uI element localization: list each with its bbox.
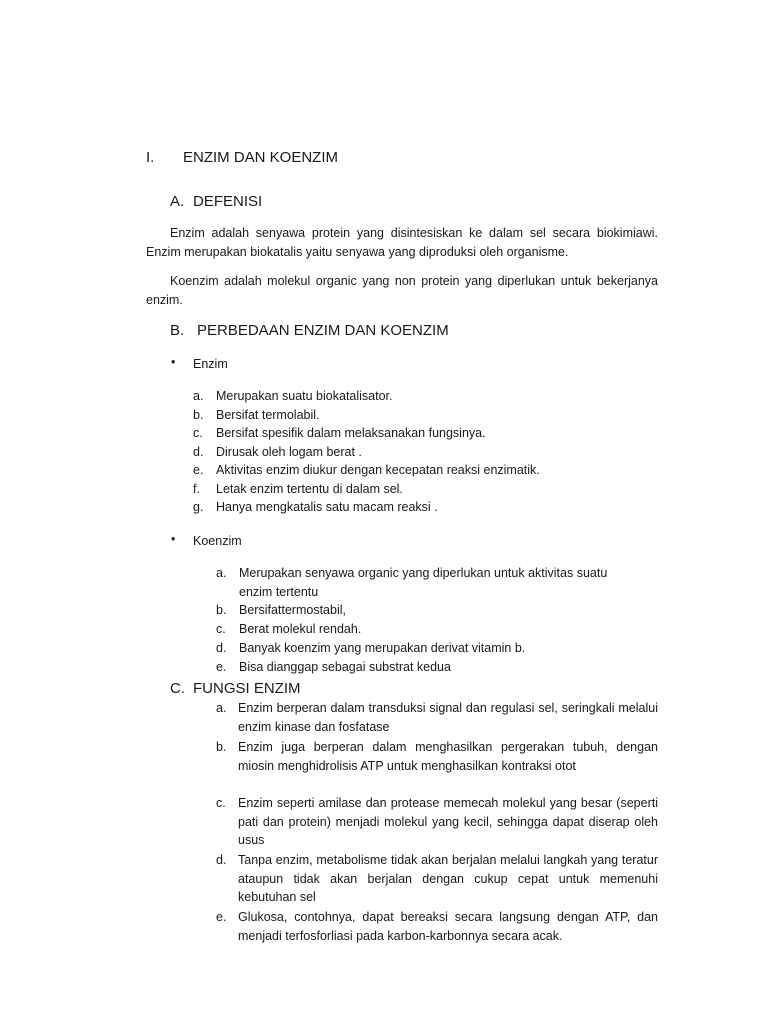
subsection-a-label: A. (170, 193, 185, 210)
section-title: ENZIM DAN KOENZIM (183, 149, 339, 166)
enzim-heading: Enzim (193, 357, 228, 371)
bullet-koenzim: • (171, 532, 176, 546)
list-item: a. Enzim berperan dalam transduksi signal dan regulasi sel, seringkali melalui enzim kinase dan fosfatase (216, 701, 658, 734)
subsection-c-label: C. (170, 680, 185, 697)
list-item: e. Glukosa, contohnya, dapat bereaksi secara langsung dengan ATP, dan menjadi terfosforliasi pada karbon-karbonnya secara acak. (216, 910, 658, 943)
definition-paragraph-koenzim: Koenzim adalah molekul organic yang non protein yang diperlukan untuk bekerjanya enzim. (146, 274, 658, 307)
definition-paragraph-enzim: Enzim adalah senyawa protein yang disintesiskan ke dalam sel secara biokimiawi. Enzim merupakan biokatalis yaitu senyawa yang diproduksi oleh organisme. (146, 226, 658, 259)
document-page: I. ENZIM DAN KOENZIM A. DEFENISI Enzim adalah senyawa protein yang disintesiskan ke dalam sel secara biokimiawi. Enzim merupakan biokatalis yaitu senyawa yang diproduksi oleh organisme. Koenzim adalah molekul organic yang non protein yang diperlukan untuk bekerjanya enzim. B. PERBEDAAN ENZIM DAN KOENZIM • Enzim a. Merupakan suatu biokatalisator. b. Bersifat termolabil. c. Bersifat spesifik dalam melaksanakan fungsinya. d. Dirusak oleh logam berat . e. Aktivitas enzim diukur dengan kecepatan reaksi enzimatik. f. Letak enzim tertentu di dalam sel. g. Hanya mengkatalis satu macam reaksi . • Koenzim a. Merupakan senyawa organic yang diperlukan untuk aktivitas suatu enzim tertentu b. Bersifattermostabil, c. Berat molekul rendah. d. Banyak koenzim yang merupakan derivat vitamin b. e. Bisa dianggap sebagai substrat kedua C. FUNGSI ENZIM a. Enzim berperan dalam transduksi signal dan regulasi sel, seringkali melalui enzim kinase dan fosfatase b. Enzim juga berperan dalam menghasilkan pergerakan tubuh, dengan miosin menghidrolisis ATP untuk menghasilkan kontraksi otot c. Enzim seperti amilase dan protease memecah molekul yang besar (seperti pati dan protein) menjadi molekul yang kecil, sehingga dapat diserap oleh usus d. Tanpa enzim, metabolisme tidak akan berjalan melalui langkah yang teratur ataupun tidak akan berjalan dengan cukup cepat untuk memenuhi kebutuhan sel e. Glukosa, contohnya, dapat bereaksi secara langsung dengan ATP, dan menjadi terfosforliasi pada karbon-karbonnya secara acak. (0, 0, 768, 1024)
bullet-enzim: • (171, 355, 176, 369)
list-item: b. Enzim juga berperan dalam menghasilkan pergerakan tubuh, dengan miosin menghidrolisis ATP untuk menghasilkan kontraksi otot (216, 740, 658, 773)
subsection-b-title: PERBEDAAN ENZIM DAN KOENZIM (197, 322, 449, 339)
subsection-c-title: FUNGSI ENZIM (193, 680, 301, 697)
section-number: I. (146, 149, 155, 166)
subsection-a-title: DEFENISI (193, 193, 263, 210)
list-item: d. Tanpa enzim, metabolisme tidak akan berjalan melalui langkah yang teratur ataupun tidak akan berjalan dengan cukup cepat untuk memenuhi kebutuhan sel (216, 853, 658, 904)
subsection-b-label: B. (170, 322, 185, 339)
koenzim-heading: Koenzim (193, 534, 242, 548)
list-item: c. Enzim seperti amilase dan protease memecah molekul yang besar (seperti pati dan protein) menjadi molekul yang kecil, sehingga dapat diserap oleh usus (216, 796, 658, 847)
